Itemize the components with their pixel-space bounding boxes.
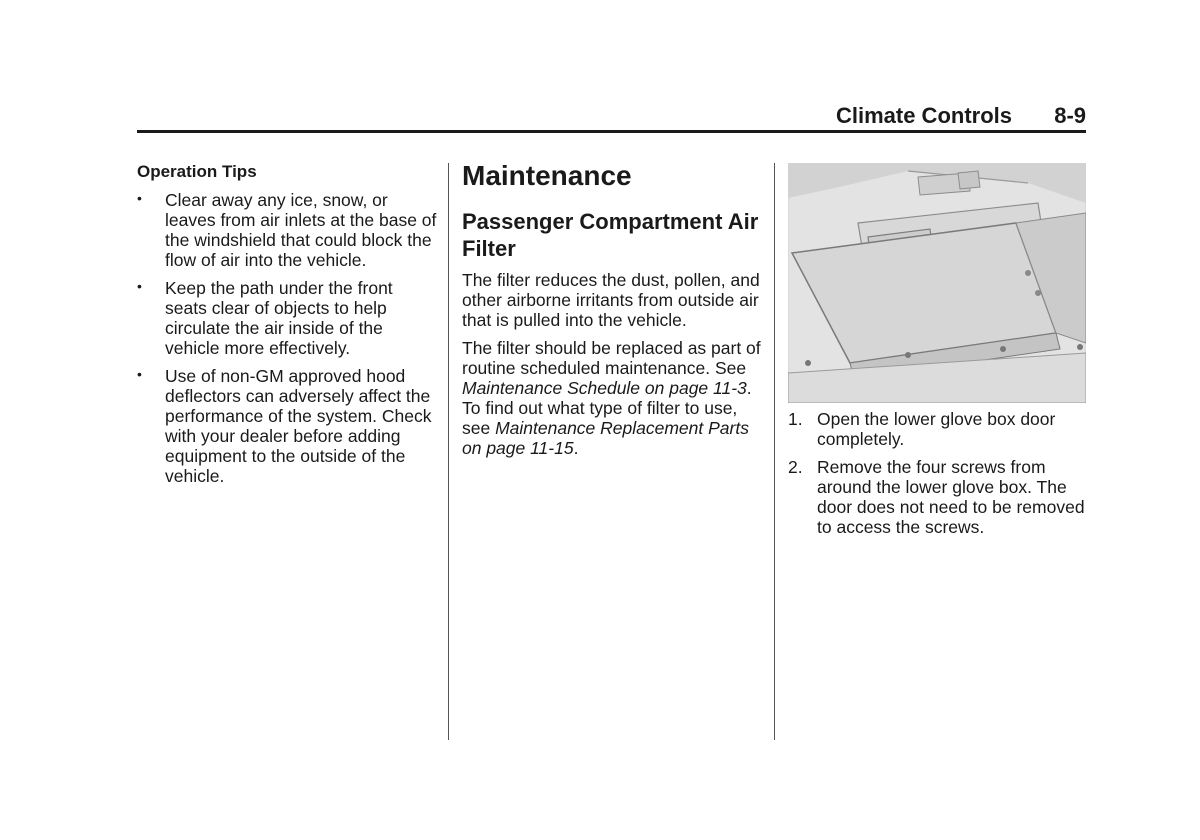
list-item-text: Keep the path under the front seats clear of objects to help circulate the air inside of the vehicle more effectively. xyxy=(165,278,393,358)
list-item xyxy=(788,457,1086,537)
page-number: 8-9 xyxy=(1054,103,1086,128)
column-divider xyxy=(774,163,775,740)
filter-description: The filter reduces the dust, pollen, and other airborne irritants from outside air that is pulled into the vehicle. xyxy=(462,270,760,330)
bullet-icon: • xyxy=(137,278,142,294)
list-item-text: Use of non-GM approved hood deflectors can adversely affect the performance of the system. Check with your dealer before adding equipment to the outside of the vehicle. xyxy=(165,366,432,486)
list-item xyxy=(788,409,1086,449)
operation-tips-heading: Operation Tips xyxy=(137,162,257,181)
column-operation-tips xyxy=(137,160,437,494)
text-run: The filter should be replaced as part of routine scheduled maintenance. See xyxy=(462,338,761,378)
section-title: Climate Controls xyxy=(835,103,1012,128)
step-number: 2. xyxy=(788,457,803,477)
steps-list xyxy=(788,409,1086,537)
column-maintenance xyxy=(462,160,762,466)
page-header xyxy=(137,100,1086,133)
step-text: Open the lower glove box door completely. xyxy=(817,409,1056,449)
maintenance-schedule-link[interactable]: Maintenance Schedule on page 11-3 xyxy=(462,378,747,398)
list-item xyxy=(137,190,437,270)
text-run: . To find out what type of filter to use, see xyxy=(462,378,752,438)
column-steps xyxy=(788,163,1086,545)
replacement-parts-link[interactable]: Maintenance Replacement Parts on page 11-15 xyxy=(462,418,749,458)
air-filter-heading: Passenger Compartment Air Filter xyxy=(462,209,759,261)
list-item xyxy=(137,278,437,358)
text-run: . xyxy=(573,438,579,458)
operation-tips-list xyxy=(137,190,437,486)
glove-box-illustration xyxy=(788,163,1086,403)
step-text: Remove the four screws from around the lower glove box. The door does not need to be removed to access the screws. xyxy=(817,457,1085,537)
filter-replacement-text xyxy=(462,338,762,458)
bullet-icon: • xyxy=(137,366,142,382)
column-divider xyxy=(448,163,449,740)
list-item-text: Clear away any ice, snow, or leaves from air inlets at the base of the windshield that could block the flow of air into the vehicle. xyxy=(165,190,437,270)
list-item xyxy=(137,366,437,486)
maintenance-title: Maintenance xyxy=(462,160,632,191)
bullet-icon: • xyxy=(137,190,142,206)
step-number: 1. xyxy=(788,409,803,429)
